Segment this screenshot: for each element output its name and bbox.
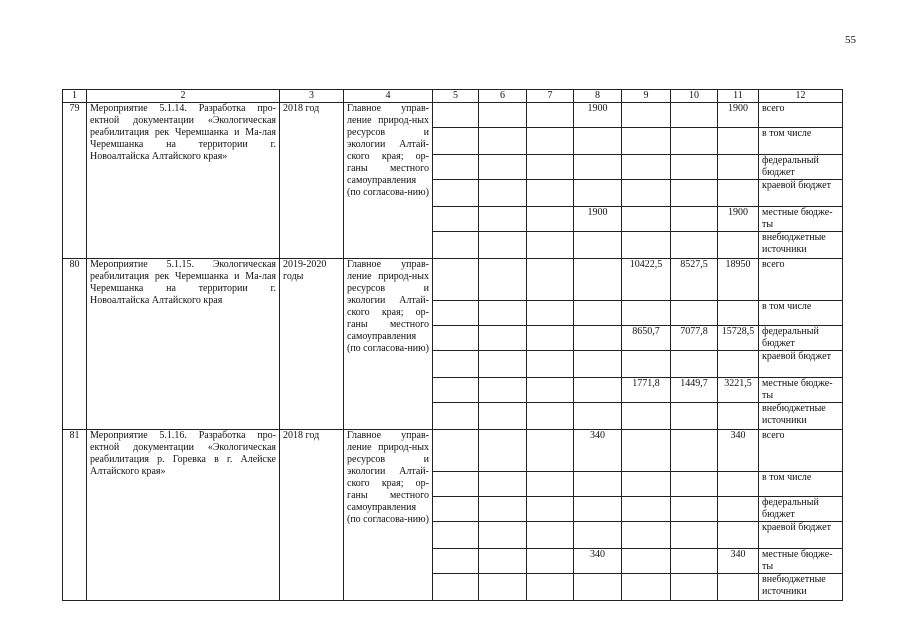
value-cell (574, 574, 622, 601)
table-row (63, 259, 843, 301)
value-cell (671, 128, 718, 155)
header-cell: 5 (433, 90, 479, 103)
header-cell: 9 (622, 90, 671, 103)
value-cell (671, 155, 718, 180)
value-cell (574, 378, 622, 403)
funding-source: краевой бюджет (759, 180, 843, 207)
value-cell (671, 103, 718, 128)
value-cell (433, 351, 479, 378)
value-cell (574, 155, 622, 180)
funding-source: краевой бюджет (759, 351, 843, 378)
header-cell: 8 (574, 90, 622, 103)
value-cell (718, 574, 759, 601)
responsible-organization: Главное управ-ление природ-ных ресурсов и экологии Алтай-ского края; ор-ганы местного самоуправления (по согласова-нию) (344, 103, 433, 259)
value-cell: 10422,5 (622, 259, 671, 301)
value-cell (527, 103, 574, 128)
value-cell (574, 180, 622, 207)
value-cell (574, 301, 622, 326)
row-number: 80 (63, 259, 87, 430)
value-cell (622, 522, 671, 549)
value-cell (479, 351, 527, 378)
value-cell (718, 155, 759, 180)
value-cell (479, 497, 527, 522)
value-cell (479, 301, 527, 326)
page-number: 55 (845, 34, 856, 46)
funding-source: федеральный бюджет (759, 497, 843, 522)
funding-source: местные бюдже-ты (759, 549, 843, 574)
value-cell (622, 472, 671, 497)
value-cell (527, 351, 574, 378)
value-cell: 1900 (574, 103, 622, 128)
value-cell (622, 155, 671, 180)
funding-source: в том числе (759, 301, 843, 326)
activity-period: 2018 год (280, 103, 344, 259)
value-cell: 8527,5 (671, 259, 718, 301)
funding-source: в том числе (759, 472, 843, 497)
value-cell (671, 301, 718, 326)
value-cell: 1900 (718, 103, 759, 128)
value-cell (479, 472, 527, 497)
value-cell (622, 207, 671, 232)
value-cell (433, 301, 479, 326)
value-cell (433, 128, 479, 155)
value-cell (622, 180, 671, 207)
value-cell (479, 155, 527, 180)
funding-source: всего (759, 103, 843, 128)
row-number: 81 (63, 430, 87, 601)
value-cell (479, 430, 527, 472)
value-cell (527, 259, 574, 301)
value-cell (718, 522, 759, 549)
value-cell (527, 301, 574, 326)
activity-period: 2018 год (280, 430, 344, 601)
value-cell: 1900 (574, 207, 622, 232)
funding-source: местные бюдже-ты (759, 207, 843, 232)
value-cell (574, 326, 622, 351)
value-cell (622, 403, 671, 430)
activity-name: Мероприятие 5.1.16. Разработка про-ектной документации «Экологическая реабилитация р. Горевка в г. Алейске Алтайского края» (87, 430, 280, 601)
value-cell (574, 522, 622, 549)
value-cell (718, 472, 759, 497)
value-cell (622, 301, 671, 326)
header-cell: 1 (63, 90, 87, 103)
value-cell (433, 232, 479, 259)
value-cell (671, 522, 718, 549)
funding-source: внебюджетные источники (759, 403, 843, 430)
value-cell (433, 259, 479, 301)
value-cell (433, 430, 479, 472)
row-number: 79 (63, 103, 87, 259)
value-cell (433, 472, 479, 497)
value-cell (433, 497, 479, 522)
value-cell (622, 103, 671, 128)
value-cell (479, 128, 527, 155)
activity-name: Мероприятие 5.1.14. Разработка про-ектной документации «Экологическая реабилитация рек Черемшанка и Ма-лая Черемшанка на территории г. Новоалтайска Алтайского края» (87, 103, 280, 259)
header-cell: 7 (527, 90, 574, 103)
funding-source: всего (759, 430, 843, 472)
value-cell: 18950 (718, 259, 759, 301)
value-cell (433, 378, 479, 403)
header-cell: 3 (280, 90, 344, 103)
value-cell: 1449,7 (671, 378, 718, 403)
header-cell: 4 (344, 90, 433, 103)
value-cell (479, 259, 527, 301)
activities-table (62, 89, 843, 601)
responsible-organization: Главное управ-ление природ-ных ресурсов и экологии Алтай-ского края; ор-ганы местного самоуправления (по согласова-нию) (344, 430, 433, 601)
value-cell (671, 232, 718, 259)
value-cell (671, 472, 718, 497)
header-cell: 6 (479, 90, 527, 103)
value-cell (433, 103, 479, 128)
header-cell: 10 (671, 90, 718, 103)
value-cell (622, 430, 671, 472)
value-cell (527, 549, 574, 574)
value-cell (622, 128, 671, 155)
value-cell (622, 549, 671, 574)
value-cell (479, 403, 527, 430)
value-cell (479, 180, 527, 207)
value-cell (671, 574, 718, 601)
value-cell (433, 403, 479, 430)
header-cell: 11 (718, 90, 759, 103)
value-cell (622, 497, 671, 522)
header-cell: 2 (87, 90, 280, 103)
value-cell (527, 128, 574, 155)
funding-source: внебюджетные источники (759, 574, 843, 601)
value-cell (671, 549, 718, 574)
value-cell (671, 207, 718, 232)
value-cell: 340 (718, 430, 759, 472)
value-cell (574, 259, 622, 301)
value-cell (527, 378, 574, 403)
funding-source: всего (759, 259, 843, 301)
value-cell (574, 128, 622, 155)
value-cell (479, 103, 527, 128)
value-cell (527, 232, 574, 259)
header-row (63, 90, 843, 103)
value-cell (718, 128, 759, 155)
value-cell: 340 (718, 549, 759, 574)
value-cell (527, 472, 574, 497)
value-cell (479, 378, 527, 403)
value-cell (479, 549, 527, 574)
activity-period: 2019-2020 годы (280, 259, 344, 430)
funding-source: в том числе (759, 128, 843, 155)
value-cell: 15728,5 (718, 326, 759, 351)
value-cell (671, 180, 718, 207)
value-cell (527, 497, 574, 522)
value-cell (527, 522, 574, 549)
value-cell (671, 403, 718, 430)
value-cell (574, 351, 622, 378)
value-cell (718, 351, 759, 378)
value-cell: 340 (574, 430, 622, 472)
value-cell (527, 430, 574, 472)
value-cell: 1771,8 (622, 378, 671, 403)
value-cell (718, 232, 759, 259)
value-cell (433, 180, 479, 207)
value-cell: 1900 (718, 207, 759, 232)
value-cell (433, 549, 479, 574)
funding-source: федеральный бюджет (759, 326, 843, 351)
value-cell (622, 574, 671, 601)
value-cell (574, 497, 622, 522)
value-cell (574, 472, 622, 497)
value-cell: 340 (574, 549, 622, 574)
value-cell (671, 430, 718, 472)
value-cell (574, 403, 622, 430)
value-cell (527, 180, 574, 207)
value-cell (671, 351, 718, 378)
value-cell (479, 207, 527, 232)
value-cell (479, 326, 527, 351)
value-cell (671, 497, 718, 522)
value-cell: 3221,5 (718, 378, 759, 403)
value-cell (622, 232, 671, 259)
responsible-organization: Главное управ-ление природ-ных ресурсов и экологии Алтай-ского края; ор-ганы местного самоуправления (по согласова-нию) (344, 259, 433, 430)
value-cell (718, 497, 759, 522)
value-cell (433, 574, 479, 601)
activity-name: Мероприятие 5.1.15. Экологическая реабилитация рек Черемшанка и Ма-лая Черемшанка на территории г. Новоалтайска Алтайского края (87, 259, 280, 430)
value-cell (527, 155, 574, 180)
value-cell: 8650,7 (622, 326, 671, 351)
value-cell (527, 207, 574, 232)
value-cell: 7077,8 (671, 326, 718, 351)
value-cell (433, 155, 479, 180)
value-cell (527, 574, 574, 601)
table-row (63, 430, 843, 472)
funding-source: местные бюдже-ты (759, 378, 843, 403)
value-cell (527, 326, 574, 351)
value-cell (527, 403, 574, 430)
value-cell (718, 403, 759, 430)
value-cell (479, 232, 527, 259)
value-cell (433, 207, 479, 232)
value-cell (718, 301, 759, 326)
value-cell (479, 522, 527, 549)
header-cell: 12 (759, 90, 843, 103)
value-cell (433, 522, 479, 549)
value-cell (718, 180, 759, 207)
funding-source: внебюджетные источники (759, 232, 843, 259)
funding-source: федеральный бюджет (759, 155, 843, 180)
value-cell (574, 232, 622, 259)
value-cell (479, 574, 527, 601)
value-cell (622, 351, 671, 378)
value-cell (433, 326, 479, 351)
table-row (63, 103, 843, 128)
funding-source: краевой бюджет (759, 522, 843, 549)
